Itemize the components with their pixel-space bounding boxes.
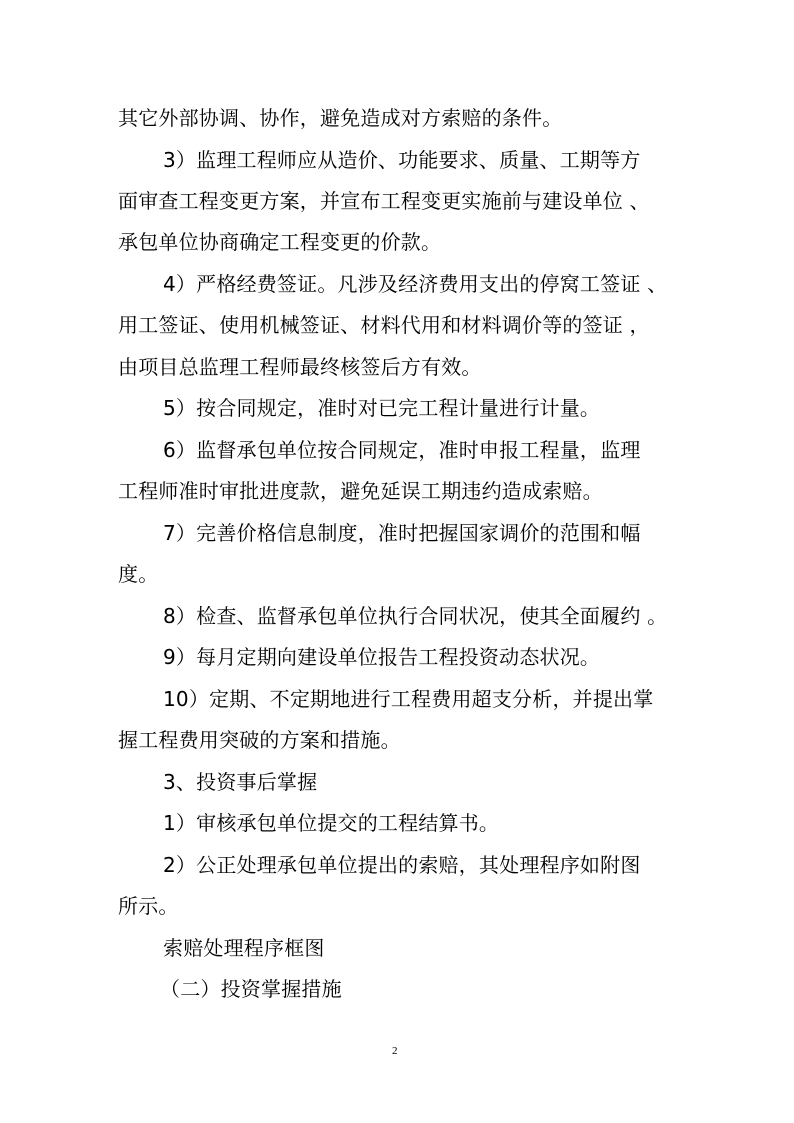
text-line: 9）每月定期向建设单位报告工程投资动态状况。 xyxy=(163,645,601,669)
text-line: 10）定期、不定期地进行工程费用超支分析，并提出掌 xyxy=(163,687,654,711)
text-line: 由项目总监理工程师最终核签后方有效。 xyxy=(118,355,482,379)
text-line: 索赔处理程序框图 xyxy=(163,936,325,960)
text-line: 握工程费用突破的方案和措施。 xyxy=(118,728,401,752)
text-line: 4）严格经费签证。凡涉及经济费用支出的停窝工签证 、 xyxy=(163,272,668,296)
text-line: 6）监督承包单位按合同规定，准时申报工程量，监理 xyxy=(163,438,641,462)
text-line: 面审查工程变更方案，并宣布工程变更实施前与建设单位 、 xyxy=(118,189,650,213)
text-line: 7）完善价格信息制度，准时把握国家调价的范围和幅 xyxy=(163,521,641,545)
text-line: 5）按合同规定，准时对已完工程计量进行计量。 xyxy=(163,396,601,420)
text-line: 所示。 xyxy=(118,894,179,918)
text-line: 度。 xyxy=(118,562,159,586)
page-number: 2 xyxy=(392,1045,398,1057)
text-line: 用工签证、使用机械签证、材料代用和材料调价等的签证 ， xyxy=(118,313,650,337)
text-line: 承包单位协商确定工程变更的价款。 xyxy=(118,230,442,254)
text-line: 3）监理工程师应从造价、功能要求、质量、工期等方 xyxy=(163,148,641,172)
text-line: 其它外部协调、协作，避免造成对方索赔的条件。 xyxy=(118,106,563,130)
text-line: 1）审核承包单位提交的工程结算书。 xyxy=(163,811,500,835)
text-line: 3、投资事后掌握 xyxy=(163,770,318,794)
section-heading: （二）投资掌握措施 xyxy=(160,977,342,1001)
text-line: 2）公正处理承包单位提出的索赔，其处理程序如附图 xyxy=(163,853,641,877)
text-line: 工程师准时审批进度款，避免延误工期违约造成索赔。 xyxy=(118,479,603,503)
text-line: 8）检查、监督承包单位执行合同状况，使其全面履约 。 xyxy=(163,604,668,628)
